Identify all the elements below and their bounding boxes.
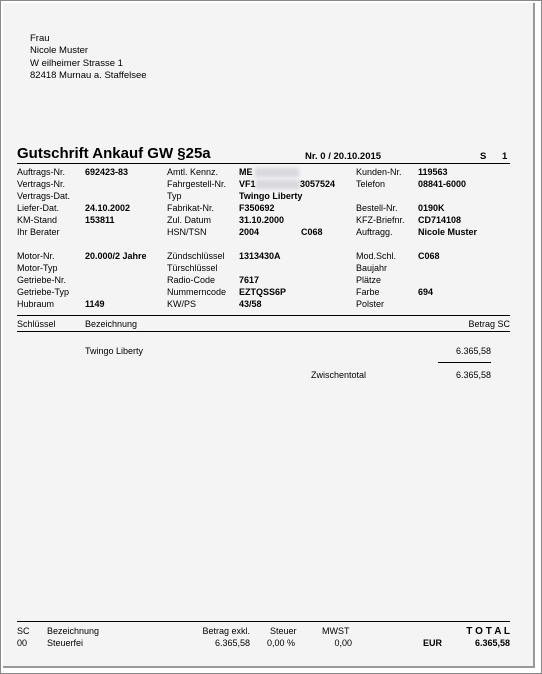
field-label: Plätze xyxy=(356,275,382,285)
field-label: Getriebe-Nr. xyxy=(17,275,67,285)
address-city: 82418 Murnau a. Staffelsee xyxy=(30,70,147,81)
field-value: 694 xyxy=(418,287,434,297)
field-label: Vertrags-Nr. xyxy=(17,179,66,189)
field-label: Baujahr xyxy=(356,263,388,273)
field-label: Vertrags-Dat. xyxy=(17,191,71,201)
field-label: Nummerncode xyxy=(167,287,227,297)
field-label: Bestell-Nr. xyxy=(356,203,398,213)
address-name: Nicole Muster xyxy=(30,45,89,56)
field-label: Farbe xyxy=(356,287,380,297)
field-value: 0190K xyxy=(418,203,445,213)
field-value: 7617 xyxy=(239,275,260,285)
field-value: Twingo Liberty xyxy=(239,191,303,201)
field-label: Typ xyxy=(167,191,182,201)
subtotal-label: Zwischentotal xyxy=(311,370,367,380)
footer-row-total: 6.365,58 xyxy=(474,638,510,648)
field-label: Auftrags-Nr. xyxy=(17,167,66,177)
field-label: Kunden-Nr. xyxy=(356,167,402,177)
field-label: KW/PS xyxy=(167,299,197,309)
field-value: 2004 xyxy=(239,227,260,237)
field-value: 43/58 xyxy=(239,299,262,309)
field-label: Telefon xyxy=(356,179,386,189)
footer-header-tax: Steuer xyxy=(270,626,297,636)
col-header-amount: Betrag SC xyxy=(468,319,510,329)
address-street: W eilheimer Strasse 1 xyxy=(30,58,123,69)
field-value: F350692 xyxy=(239,203,275,213)
field-label: Zündschlüssel xyxy=(167,251,225,261)
field-value: 3057524 xyxy=(300,179,336,189)
redacted-vin xyxy=(256,180,300,189)
footer-header-sc: SC xyxy=(17,626,30,636)
col-header-key: Schlüssel xyxy=(17,319,56,329)
field-label: Motor-Nr. xyxy=(17,251,55,261)
footer-row-tax: 0,00 % xyxy=(267,638,296,648)
field-value: CD714108 xyxy=(418,215,462,225)
subtotal-underline xyxy=(438,362,491,363)
footer-row-vat: 0,00 xyxy=(334,638,352,648)
field-label: Motor-Typ xyxy=(17,263,58,273)
field-label: Ihr Berater xyxy=(17,227,60,237)
field-label: KM-Stand xyxy=(17,215,58,225)
title-divider xyxy=(17,163,510,164)
footer-row-sc: 00 xyxy=(17,638,28,648)
field-value: C068 xyxy=(418,251,440,261)
field-value: 08841-6000 xyxy=(418,179,467,189)
field-value: C068 xyxy=(301,227,323,237)
field-value: ME xyxy=(239,167,253,177)
footer-divider xyxy=(17,621,510,622)
field-value: 1313430A xyxy=(239,251,281,261)
item-description: Twingo Liberty xyxy=(85,346,144,356)
field-label: Hubraum xyxy=(17,299,55,309)
field-label: HSN/TSN xyxy=(167,227,207,237)
table-top-divider xyxy=(17,315,510,316)
field-label: Türschlüssel xyxy=(167,263,218,273)
field-label: Liefer-Dat. xyxy=(17,203,60,213)
address-salutation: Frau xyxy=(30,33,50,44)
footer-header-description: Bezeichnung xyxy=(47,626,100,636)
field-value: Nicole Muster xyxy=(418,227,478,237)
field-value: 1149 xyxy=(85,299,105,309)
subtotal-amount: 6.365,58 xyxy=(455,370,491,380)
field-value: EZTQSS6P xyxy=(239,287,287,297)
field-label: Radio-Code xyxy=(167,275,216,285)
field-label: Fahrgestell-Nr. xyxy=(167,179,227,189)
field-value: 24.10.2002 xyxy=(85,203,131,213)
footer-row-net: 6.365,58 xyxy=(214,638,250,648)
field-label: Fabrikat-Nr. xyxy=(167,203,215,213)
col-header-description: Bezeichnung xyxy=(85,319,138,329)
field-label: KFZ-Briefnr. xyxy=(356,215,405,225)
field-value: 20.000/2 Jahre xyxy=(85,251,147,261)
field-value: 692423-83 xyxy=(85,167,129,177)
field-label: Auftragg. xyxy=(356,227,393,237)
footer-header-vat: MWST xyxy=(322,626,350,636)
table-header-divider xyxy=(17,331,510,332)
field-value: 31.10.2000 xyxy=(239,215,285,225)
document-title: Gutschrift Ankauf GW §25a xyxy=(17,145,211,162)
page-number: 1 xyxy=(502,151,508,162)
field-label: Polster xyxy=(356,299,385,309)
footer-row-description: Steuerfei xyxy=(47,638,84,648)
field-value: 153811 xyxy=(85,215,115,225)
footer-row-currency: EUR xyxy=(423,638,443,648)
field-label: Amtl. Kennz. xyxy=(167,167,219,177)
field-label: Mod.Schl. xyxy=(356,251,397,261)
document-number: Nr. 0 / 20.10.2015 xyxy=(305,151,382,162)
footer-header-net: Betrag exkl. xyxy=(202,626,250,636)
document-page xyxy=(3,3,535,668)
footer-header-total: T O T A L xyxy=(466,626,510,637)
field-value: VF1 xyxy=(239,179,256,189)
field-value: 119563 xyxy=(418,167,448,177)
page-label: S xyxy=(480,151,487,162)
item-amount: 6.365,58 xyxy=(455,346,491,356)
field-label: Zul. Datum xyxy=(167,215,212,225)
field-label: Getriebe-Typ xyxy=(17,287,70,297)
redacted-plate xyxy=(255,168,299,177)
